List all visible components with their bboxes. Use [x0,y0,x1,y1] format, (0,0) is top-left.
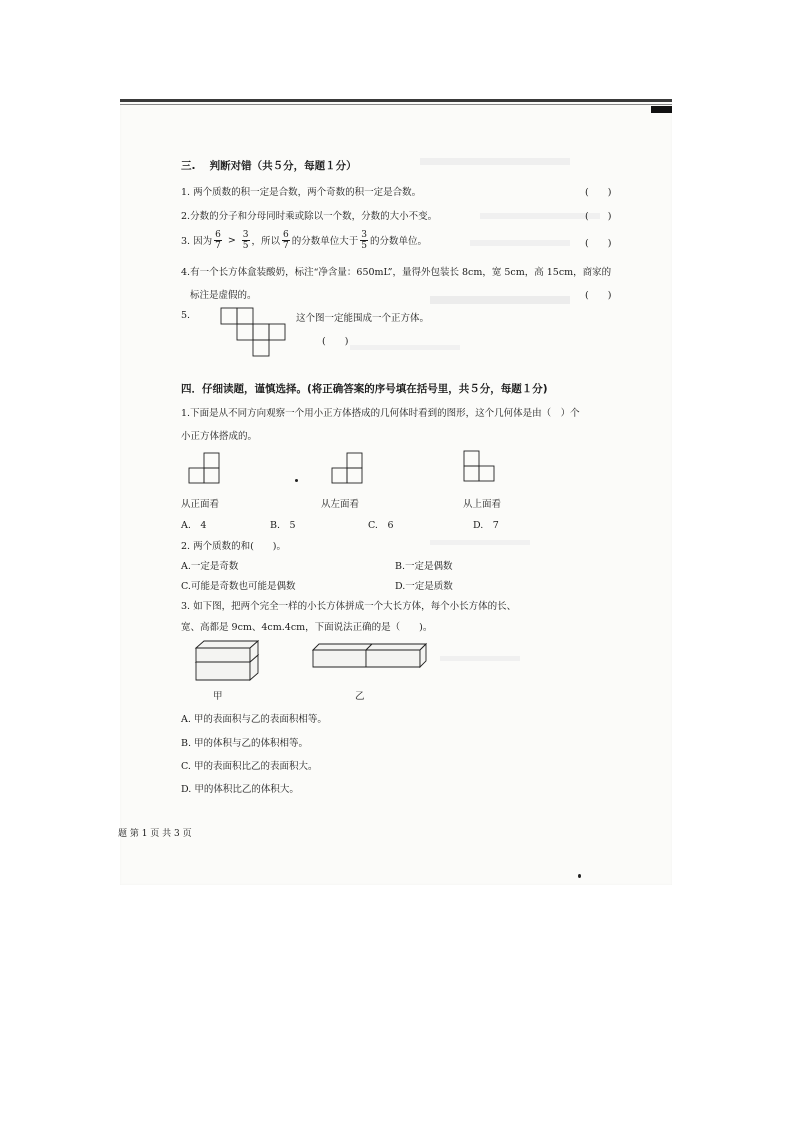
figure-yi-adjacent-cuboids [312,643,430,669]
question-3-2: 2.分数的分子和分母同时乘或除以一个数，分数的大小不变。 [181,211,438,222]
option-4-3-b[interactable]: B. 甲的体积与乙的体积相等。 [181,738,309,749]
fraction-6-7-second: $\frac{6}{7}$ [283,229,289,251]
question-3-4-line2: 标注是虚假的。 [190,290,257,301]
figure-jia-stacked-cuboids [195,640,261,682]
scan-speck-bottom [578,874,581,878]
answer-blank-3-2[interactable]: ( ) [585,211,612,222]
question-3-5-number: 5. [181,310,191,321]
label-yi: 乙 [355,691,365,702]
fraction-6-7: $\frac{6}{7}$ [215,229,221,251]
greater-than-sign: > [227,234,236,246]
q3-3-mid: ，所以 [251,236,281,247]
q3-3-mid2: 的分数单位大于 [291,236,359,247]
scan-speck [295,479,298,482]
question-4-1-line1: 1.下面是从不同方向观察一个用小正方体搭成的几何体时看到的图形，这个几何体是由（ ）个 [181,408,580,419]
answer-blank-3-3[interactable]: ( ) [585,238,612,249]
option-4-3-d[interactable]: D. 甲的体积比乙的体积大。 [181,784,299,795]
question-4-2: 2. 两个质数的和( )。 [181,541,286,552]
section-4-title: 四．仔细读题，谨慎选择。(将正确答案的序号填在括号里，共５分，每题１分) [181,383,548,395]
option-4-1-a[interactable]: A. 4 [181,520,207,531]
answer-blank-3-5[interactable]: ( ) [322,336,349,347]
option-4-2-c[interactable]: C.可能是奇数也可能是偶数 [181,581,296,592]
answer-blank-3-1[interactable]: ( ) [585,187,612,198]
question-4-3-line2: 宽、高都是 9cm、4cm.4cm，下面说法正确的是（ )。 [181,622,433,633]
answer-blank-3-4[interactable]: ( ) [585,290,612,301]
question-3-1: 1. 两个质数的积一定是合数，两个奇数的积一定是合数。 [181,187,422,198]
fraction-3-5-second: $\frac{3}{5}$ [361,229,368,251]
label-front-view: 从正面看 [181,499,220,510]
option-4-1-c[interactable]: C. 6 [368,520,394,531]
option-4-3-a[interactable]: A. 甲的表面积与乙的表面积相等。 [181,714,327,725]
question-3-4-line1: 4.有一个长方体盒装酸奶，标注“净含量：650mL”，量得外包装长 8cm，宽 5cm，高 15cm，商家的 [181,267,612,278]
cube-net-figure [220,307,290,357]
top-border-thin [120,104,672,105]
corner-mark [651,106,672,113]
option-4-1-b[interactable]: B. 5 [270,520,296,531]
section-3-title: 三. 判断对错（共５分，每题１分） [181,160,357,172]
option-4-2-d[interactable]: D.一定是质数 [395,581,453,592]
option-4-2-a[interactable]: A.一定是奇数 [181,561,239,572]
front-view-figure [188,452,222,484]
question-4-3-line1: 3. 如下图，把两个完全一样的小长方体拼成一个大长方体，每个小长方体的长、 [181,601,517,612]
option-4-1-d[interactable]: D. 7 [473,520,499,531]
q3-3-prefix: 3. 因为 [181,236,213,247]
q3-3-suffix: 的分数单位。 [370,236,428,247]
page-footer: 题 第 1 页 共 3 页 [118,829,192,839]
option-4-3-c[interactable]: C. 甲的表面积比乙的表面积大。 [181,761,318,772]
label-jia: 甲 [213,691,223,702]
left-view-figure [331,452,365,484]
label-top-view: 从上面看 [463,499,502,510]
top-view-figure [463,450,497,484]
label-left-view: 从左面看 [321,499,360,510]
top-border [120,99,672,102]
fraction-3-5: $\frac{3}{5}$ [242,229,249,251]
option-4-2-b[interactable]: B.一定是偶数 [395,561,453,572]
question-4-1-line2: 小正方体搭成的。 [181,431,258,442]
question-3-3 [181,226,427,254]
question-3-5-text: 这个图一定能围成一个正方体。 [296,313,430,324]
